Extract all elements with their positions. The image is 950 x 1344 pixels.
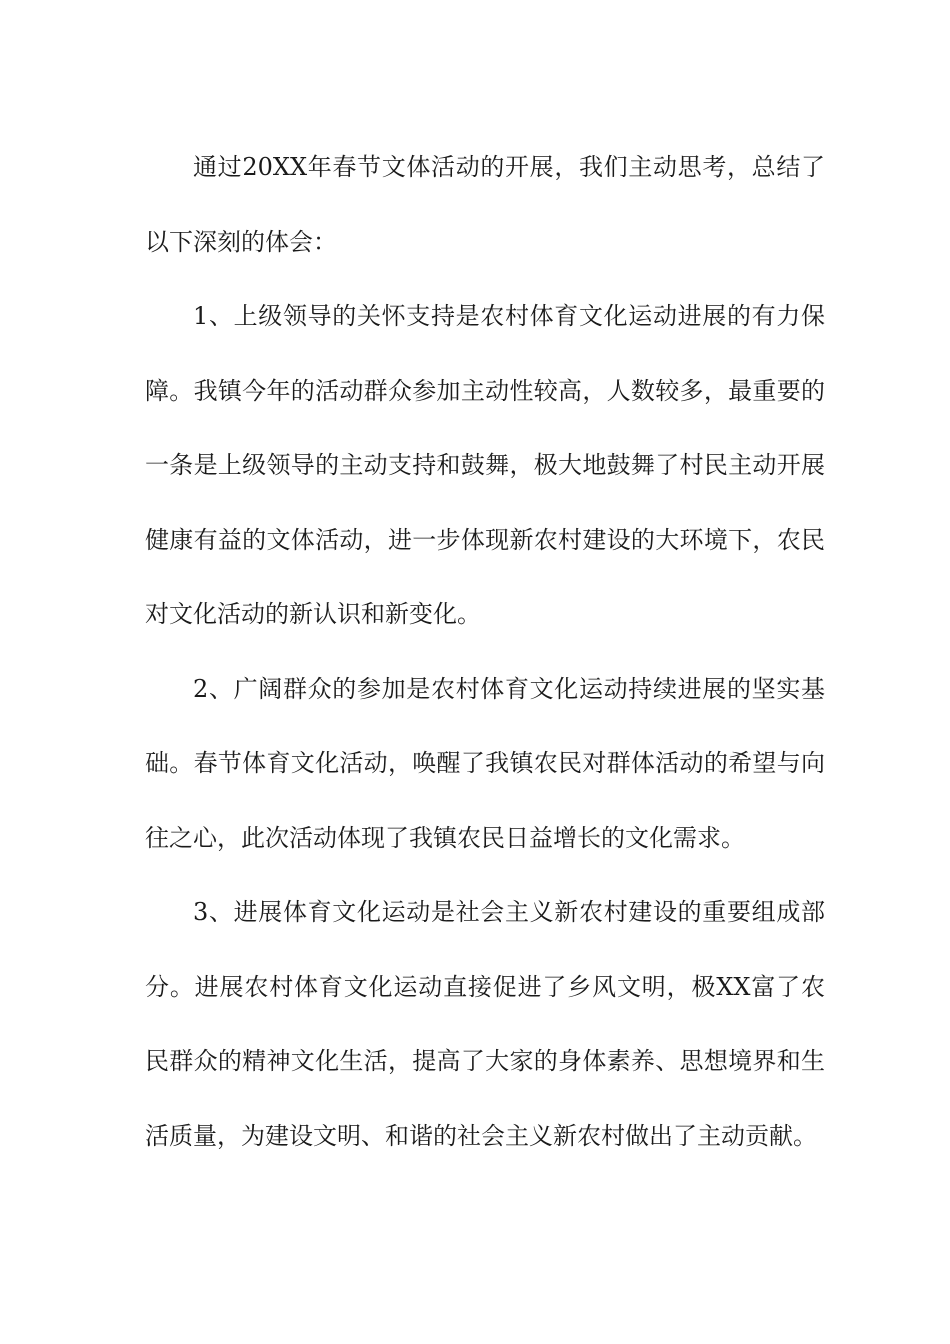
- paragraph-intro: 通过20XX年春节文体活动的开展，我们主动思考，总结了以下深刻的体会：: [145, 153, 825, 256]
- paragraph-point-2: 2、广阔群众的参加是农村体育文化运动持续进展的坚实基础。春节体育文化活动，唤醒了我镇农民对群体活动的希望与向往之心，此次活动体现了我镇农民日益增长的文化需求。: [145, 674, 825, 852]
- paragraph-point-1: 1、上级领导的关怀支持是农村体育文化运动进展的有力保障。我镇今年的活动群众参加主动性较高，人数较多，最重要的一条是上级领导的主动支持和鼓舞，极大地鼓舞了村民主动开展健康有益的文体活动，进一步体现新农村建设的大环境下，农民对文化活动的新认识和新变化。: [145, 302, 825, 628]
- document-body: [145, 130, 825, 1173]
- paragraph-point-3: 3、进展体育文化运动是社会主义新农村建设的重要组成部分。进展农村体育文化运动直接促进了乡风文明，极XX富了农民群众的精神文化生活，提高了大家的身体素养、思想境界和生活质量，为建设文明、和谐的社会主义新农村做出了主动贡献。: [145, 898, 825, 1150]
